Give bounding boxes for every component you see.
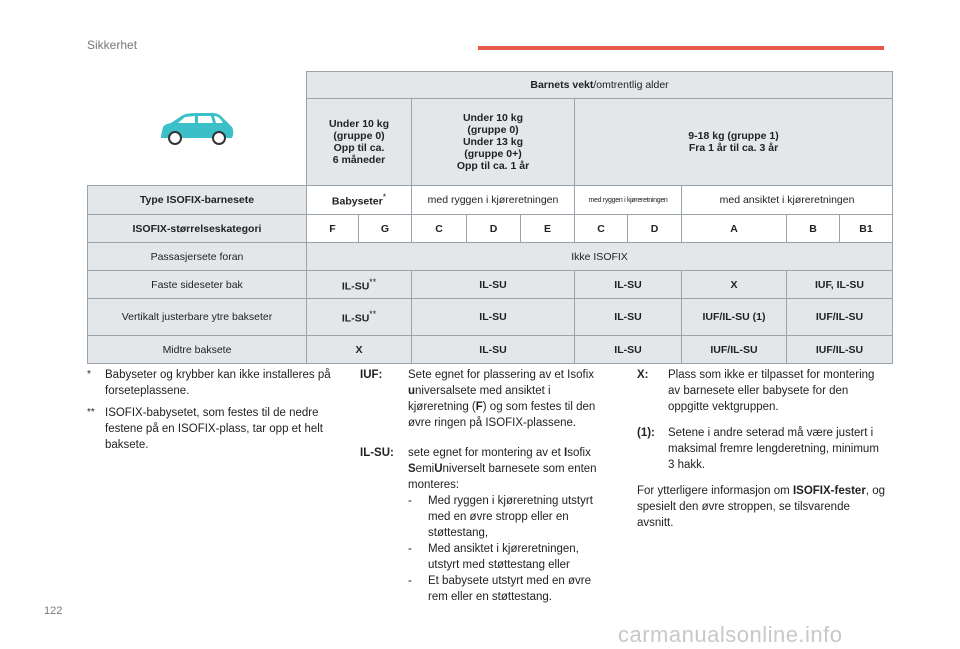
size-cell: A — [682, 215, 787, 243]
size-label: ISOFIX-størrelseskategori — [88, 215, 307, 243]
footnotes — [87, 367, 347, 459]
car-icon — [157, 108, 237, 148]
row-value: IL-SU** — [307, 299, 412, 336]
row-value: IL-SU** — [307, 271, 412, 299]
isofix-table — [87, 71, 893, 364]
list-item: - Et babysete utstyrt med en øvre rem eller en støttestang. — [408, 575, 591, 603]
row-value: IL-SU — [412, 336, 575, 364]
row-value: IUF/IL-SU — [787, 299, 893, 336]
type-forward-facing: med ansiktet i kjøreretningen — [682, 186, 893, 215]
car-illustration-cell — [88, 72, 307, 186]
type-rear-facing: med ryggen i kjøreretningen — [412, 186, 575, 215]
size-cell: G — [359, 215, 412, 243]
group-1-header: 9-18 kg (gruppe 1) Fra 1 år til ca. 3 år — [575, 99, 893, 186]
list-item: - Med ansiktet i kjøreretningen, utstyrt med støttestang eller — [408, 543, 579, 571]
row-value: IUF/IL-SU — [787, 336, 893, 364]
page-number: 122 — [44, 605, 63, 617]
row-value: X — [682, 271, 787, 299]
list-item: - Med ryggen i kjøreretning utstyrt med en øvre stropp eller en støttestang, — [408, 495, 593, 539]
size-cell: B — [787, 215, 840, 243]
row-value: IL-SU — [575, 271, 682, 299]
type-rear-facing-small: med ryggen i kjøreretningen — [575, 186, 682, 215]
row-value: Ikke ISOFIX — [307, 243, 893, 271]
more-info-text: For ytterligere informasjon om ISOFIX-fester, og spesielt den øvre stroppen, se tilsvarende avsnitt. — [637, 485, 885, 529]
row-value: IL-SU — [575, 299, 682, 336]
row-label: Faste sideseter bak — [88, 271, 307, 299]
legend-1: (1): Setene i andre seterad må være justert i maksimal fremre lengderetning, minimum 3 hakk. — [637, 427, 879, 471]
size-cell: D — [467, 215, 521, 243]
row-label: Passasjersete foran — [88, 243, 307, 271]
watermark: carmanualsonline.info — [618, 622, 843, 647]
row-label: Midtre baksete — [88, 336, 307, 364]
row-value: IUF, IL-SU — [787, 271, 893, 299]
size-cell: F — [307, 215, 359, 243]
row-value: X — [307, 336, 412, 364]
section-title: Sikkerhet — [87, 38, 138, 52]
row-value: IL-SU — [412, 271, 575, 299]
size-cell: C — [575, 215, 628, 243]
row-value: IL-SU — [575, 336, 682, 364]
row-value: IUF/IL-SU — [682, 336, 787, 364]
size-cell: B1 — [840, 215, 893, 243]
weight-header: Barnets vekt/omtrentlig alder — [307, 72, 893, 99]
size-cell: C — [412, 215, 467, 243]
type-label: Type ISOFIX-barnesete — [88, 186, 307, 215]
legend-iuf: IUF: Sete egnet for plassering av et Isofix universalsete med ansiktet i kjøreretning (F) og som festes til den øvre ringen på ISOFIX-plassene. — [360, 369, 596, 429]
section-accent-bar — [478, 46, 884, 50]
legend-ilsu: IL-SU: sete egnet for montering av et Isofix SemiUniverselt barnesete som enten monteres: - Med ryggen i kjøreretning utstyrt med en øvre stropp eller en støttestang, - Med ansiktet i kjøreretningen, utstyrt med støttestang eller - Et babysete utstyrt med en øvre rem eller en støttestang. — [360, 445, 610, 605]
legend-right — [637, 367, 887, 531]
row-value: IUF/IL-SU (1) — [682, 299, 787, 336]
footnote: ** ISOFIX-babysetet, som festes til de nedre festene på en ISOFIX-plass, tar opp et helt baksete. — [87, 407, 323, 451]
footnote: * Babyseter og krybber kan ikke installeres på forseteplassene. — [87, 369, 331, 397]
legend-x: X: Plass som ikke er tilpasset for montering av barnesete eller babysete for den oppgitte vektgruppen. — [637, 369, 875, 413]
type-babyseter: Babyseter* — [307, 186, 412, 215]
row-value: IL-SU — [412, 299, 575, 336]
group-0-header: Under 10 kg (gruppe 0) Opp til ca. 6 måneder — [307, 99, 412, 186]
row-label: Vertikalt justerbare ytre bakseter — [88, 299, 307, 336]
legend-middle — [360, 367, 610, 615]
size-cell: D — [628, 215, 682, 243]
size-cell: E — [521, 215, 575, 243]
group-0plus-header: Under 10 kg (gruppe 0) Under 13 kg (gruppe 0+) Opp til ca. 1 år — [412, 99, 575, 186]
